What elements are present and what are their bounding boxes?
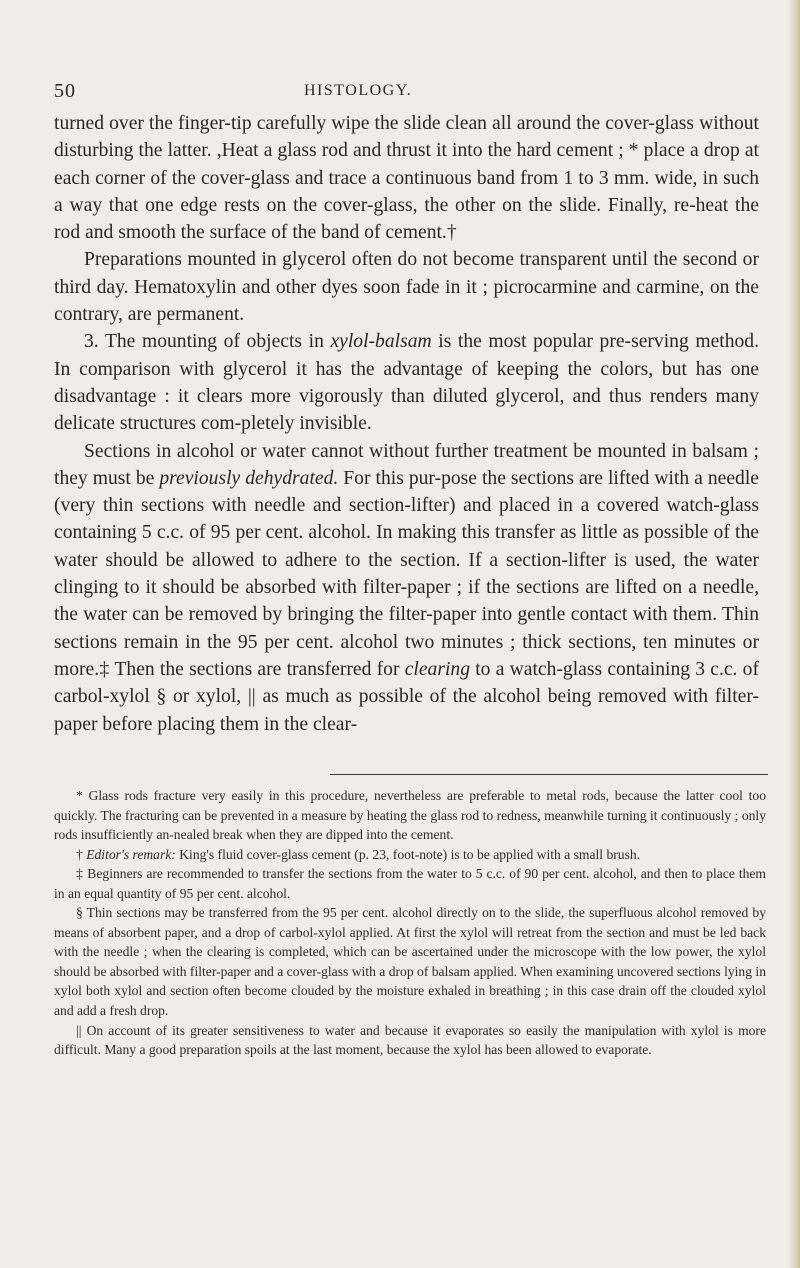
paragraph-3 bbox=[54, 328, 759, 437]
paragraph-1: turned over the finger-tip carefully wipe the slide clean all around the cover-glass without disturbing the latter. ,Heat a glass rod and thrust it into the hard cement ; * place a drop at each corner of the cover-glass and trace a continuous band from 1 to 3 mm. wide, in such a way that one edge rests on the cover-glass, the other on the slide. Finally, re-heat the rod and smooth the surface of the band of cement.† bbox=[54, 113, 759, 244]
footnote-asterisk: * Glass rods fracture very easily in this procedure, nevertheless are preferable to metal rods, because the latter cool too quickly. The fracturing can be prevented in a measure by heating the glass rod to redness, meanwhile turning it continuously ; only rods insufficiently an-nealed break when they are dipped into the cement. bbox=[54, 788, 766, 843]
running-head: HISTOLOGY. bbox=[304, 82, 413, 99]
italic-term-xylol-balsam: xylol-balsam bbox=[330, 331, 432, 353]
footnote-dagger bbox=[54, 845, 766, 865]
footnote-dagger-mark: † bbox=[76, 846, 87, 862]
paragraph-2: Preparations mounted in glycerol often do not become transparent until the second or third day. Hematoxylin and other dyes soon fade in it ; picrocarmine and carmine, on the contrary, are permanent. bbox=[54, 249, 759, 326]
italic-term-clearing: clearing bbox=[404, 658, 471, 680]
paragraph-3-text-a: 3. The mounting of objects in bbox=[84, 331, 331, 353]
footnote-double-dagger: ‡ Beginners are recommended to transfer the sections from the water to 5 c.c. of 90 per cent. alcohol, and then to place them in an equal quantity of 95 per cent. alcohol. bbox=[54, 866, 766, 901]
footnote-dagger-text: King's fluid cover-glass cement (p. 23, foot-note) is to be applied with a small brush. bbox=[175, 846, 641, 862]
paragraph-4-text-b: For this pur-pose the sections are lifted with a needle (very thin sections with needle and section-lifter) and placed in a covered watch-glass containing 5 c.c. of 95 per cent. alcohol. In making this transfer as little as possible of the water should be allowed to adhere to the section. If a section-lifter is used, the water clinging to it should be absorbed with filter-paper ; if the sections are lifted on a needle, the water can be removed by bringing the filter-paper into gentle contact with them. Thin sections remain in the 95 per cent. alcohol two minutes ; thick sections, ten minutes or more.‡ Then the sections are transferred for bbox=[54, 467, 759, 680]
paragraph-4 bbox=[54, 438, 759, 738]
page-edge bbox=[788, 0, 800, 1268]
page-number: 50 bbox=[54, 80, 76, 102]
paragraph-4-text-c: to a watch-glass containing 3 c.c. of carbol-xylol § or xylol, || as much as possible of the alcohol being removed with filter-paper before placing them in the clear- bbox=[54, 658, 759, 735]
paragraph-3-text-b: is the most popular pre-serving method. In comparison with glycerol it has the advantage of keeping the colors, but has one disadvantage : it clears more vigorously than diluted glycerol, and thus renders many delicate structures com-pletely invisible. bbox=[54, 331, 759, 435]
footnote-section: § Thin sections may be transferred from the 95 per cent. alcohol directly on to the slide, the superfluous alcohol removed by means of absorbent paper, and a drop of carbol-xylol applied. At first the xylol will retreat from the section and must be led back with the needle ; when the clearing is completed, which can be ascertained under the microscope with the low power, the xylol should be absorbed with filter-paper and a cover-glass with a drop of balsam applied. When examining uncovered sections lying in xylol both xylol and section often become clouded by the moisture exhaled in breathing ; in this case drain off the clouded xylol and add a fresh drop. bbox=[54, 905, 766, 1019]
paragraph-4-text-a: Sections in alcohol or water cannot without further treatment be mounted in balsam ; they must be bbox=[54, 440, 759, 489]
footnote-divider bbox=[330, 774, 768, 775]
body-text bbox=[54, 110, 759, 738]
italic-term-previously-dehydrated: previously dehydrated. bbox=[159, 467, 339, 489]
page-header bbox=[54, 80, 746, 104]
footnote-parallel: || On account of its greater sensitiveness to water and because it evaporates so easily the manipulation with xylol is more difficult. Many a good preparation spoils at the last moment, because the xylol has been allowed to evaporate. bbox=[54, 1022, 766, 1058]
footnotes bbox=[54, 786, 766, 1060]
footnote-dagger-editor-remark: Editor's remark: bbox=[86, 846, 176, 862]
